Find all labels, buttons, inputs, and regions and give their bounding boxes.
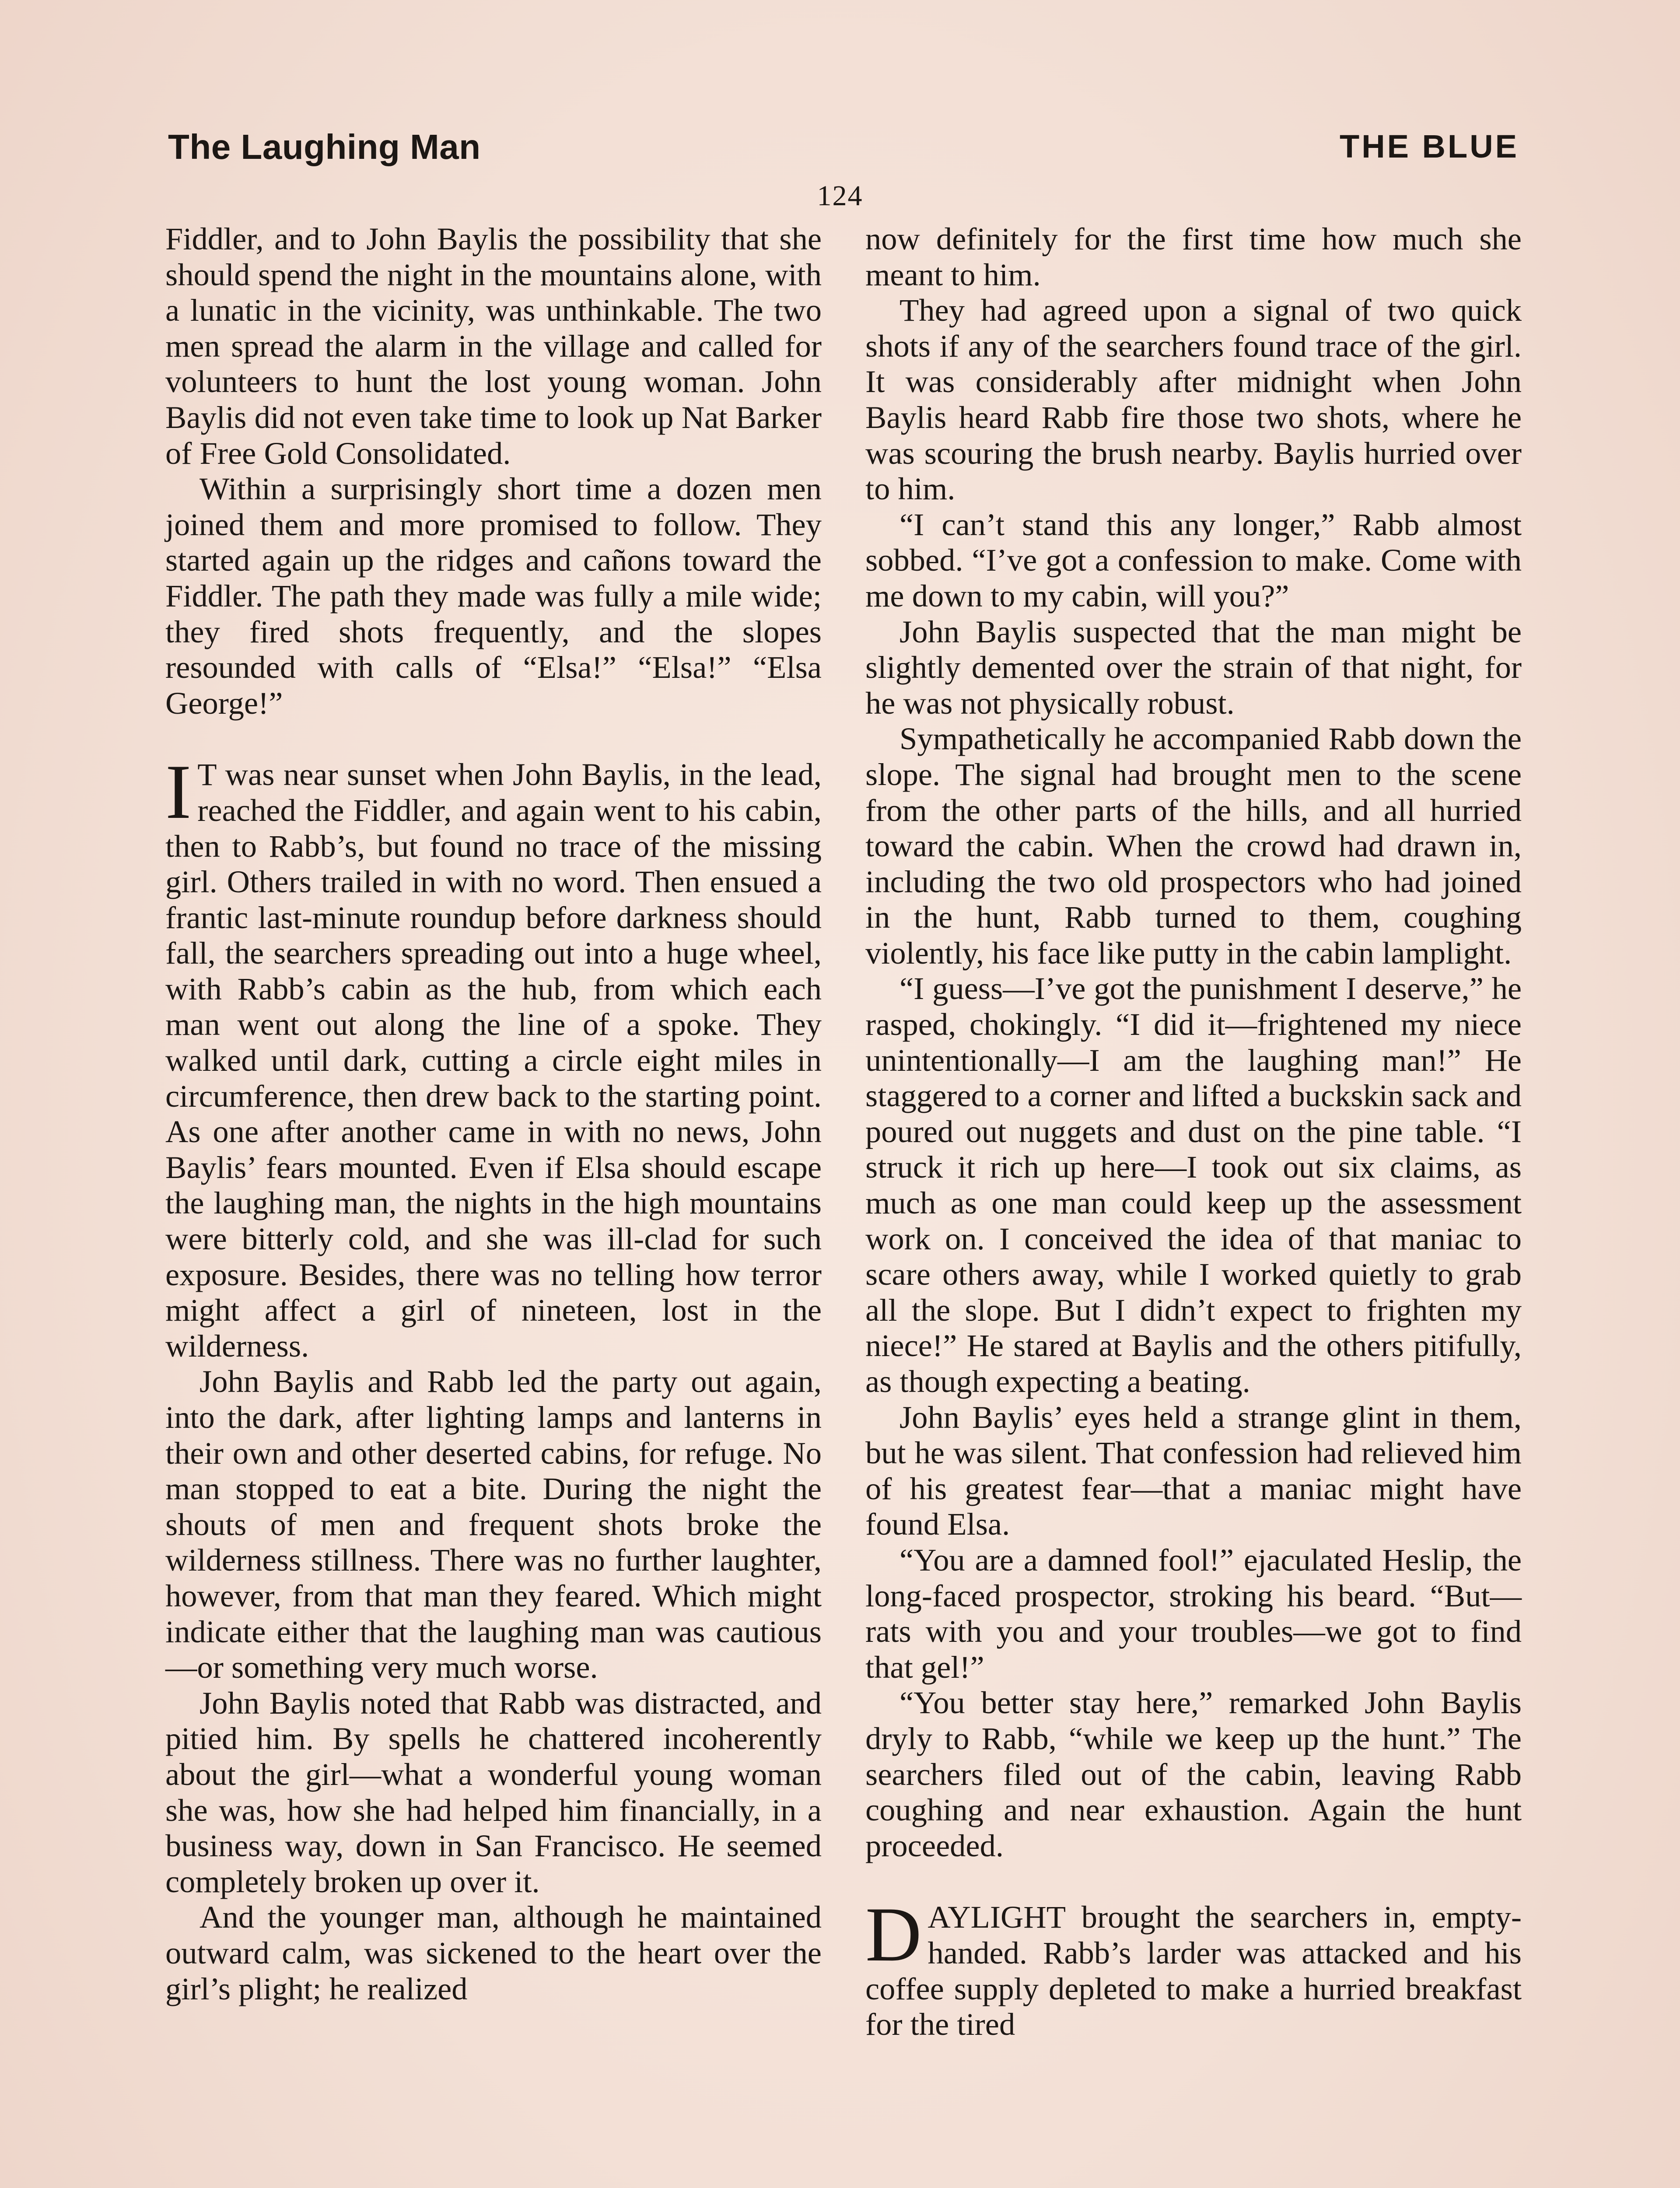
story-title: The Laughing Man: [168, 127, 481, 166]
paragraph-text: brought the searchers in, empty-handed. Rabb’s larder was attacked and his coffee supply depleted to make a hurried breakfast for the tired: [865, 1899, 1522, 2042]
page-number: 124: [817, 180, 863, 212]
right-column: [865, 221, 1522, 2188]
paragraph: They had agreed upon a signal of two quick shots if any of the searchers found trace of the girl. It was considerably after midnight when John Baylis heard Rabb fire those two shots, where he was scouring the brush nearby. Baylis hurried over to him.: [865, 292, 1522, 507]
drop-cap: D: [865, 1891, 922, 1978]
paragraph: now definitely for the first time how much she meant to him.: [865, 221, 1522, 292]
drop-cap: I: [165, 748, 192, 835]
lead-in: T: [197, 757, 217, 792]
section-opening-paragraph: [865, 1891, 1522, 2042]
paragraph: John Baylis suspected that the man might be slightly demented over the strain of that night, for he was not physically robust.: [865, 614, 1522, 721]
paragraph: “I guess—I’ve got the punishment I deserve,” he rasped, chokingly. “I did it—frightened my niece unintentionally—I am the laughing man!” He staggered to a corner and lifted a buckskin sack and poured out nuggets and dust on the pine table. “I struck it rich up here—I took out six claims, as much as one man could keep up the assessment work on. I conceived the idea of that maniac to scare others away, while I worked quietly to grab all the slope. But I didn’t expect to frighten my niece!” He stared at Baylis and the others pitifully, as though expecting a beating.: [865, 971, 1522, 1399]
article-body: [165, 221, 1522, 2188]
section-opening-paragraph: [165, 748, 822, 1364]
paragraph: John Baylis and Rabb led the party out again, into the dark, after lighting lamps and lanterns in their own and other deserted cabins, for refuge. No man stopped to eat a bite. During the night the shouts of men and frequent shots broke the wilderness stillness. There was no further laughter, however, from that man they feared. Which might indicate either that the laughing man was cautious—or something very much worse.: [165, 1364, 822, 1685]
left-column: [165, 221, 822, 2188]
magazine-title: THE BLUE: [1340, 128, 1519, 165]
running-header: [168, 127, 1519, 175]
paragraph: John Baylis’ eyes held a strange glint in them, but he was silent. That confession had relieved him of his greatest fear—that a maniac might have found Elsa.: [865, 1399, 1522, 1542]
paragraph-text: was near sunset when John Baylis, in the lead, reached the Fiddler, and again went to his cabin, then to Rabb’s, but found no trace of the missing girl. Others trailed in with no word. Then ensued a frantic last-minute roundup before darkness should fall, the searchers spreading out into a huge wheel, with Rabb’s cabin as the hub, from which each man went out along the line of a spoke. They walked until dark, cutting a circle eight miles in circumference, then drew back to the starting point. As one after another came in with no news, John Baylis’ fears mounted. Even if Elsa should escape the laughing man, the nights in the high mountains were bitterly cold, and she was ill-clad for such exposure. Besides, there was no telling how terror might affect a girl of nineteen, lost in the wilderness.: [165, 757, 822, 1364]
lead-in: AYLIGHT: [928, 1899, 1066, 1935]
paragraph: Sympathetically he accompanied Rabb down the slope. The signal had brought men to the scene from the other parts of the hills, and all hurried toward the cabin. When the crowd had drawn in, including the two old prospectors who had joined in the hunt, Rabb turned to them, coughing violently, his face like putty in the cabin lamplight.: [865, 721, 1522, 971]
paragraph: John Baylis noted that Rabb was distracted, and pitied him. By spells he chattered incoherently about the girl—what a wonderful young woman she was, how she had helped him financially, in a business way, down in San Francisco. He seemed completely broken up over it.: [165, 1685, 822, 1899]
paragraph: Within a surprisingly short time a dozen men joined them and more promised to follow. They started again up the ridges and cañons toward the Fiddler. The path they made was fully a mile wide; they fired shots frequently, and the slopes resounded with calls of “Elsa!” “Elsa!” “Elsa George!”: [165, 471, 822, 721]
paragraph: “You are a damned fool!” ejaculated Heslip, the long-faced prospector, stroking his beard. “But—rats with you and your troubles—we got to find that gel!”: [865, 1542, 1522, 1685]
paragraph: “I can’t stand this any longer,” Rabb almost sobbed. “I’ve got a confession to make. Come with me down to my cabin, will you?”: [865, 506, 1522, 614]
paragraph: “You better stay here,” remarked John Baylis dryly to Rabb, “while we keep up the hunt.” The searchers filed out of the cabin, leaving Rabb coughing and near exhaustion. Again the hunt proceeded.: [865, 1685, 1522, 1863]
paragraph: Fiddler, and to John Baylis the possibility that she should spend the night in the mountains alone, with a lunatic in the vicinity, was unthinkable. The two men spread the alarm in the village and called for volunteers to hunt the lost young woman. John Baylis did not even take time to look up Nat Barker of Free Gold Consolidated.: [165, 221, 822, 471]
paragraph: And the younger man, although he maintained outward calm, was sickened to the heart over the girl’s plight; he realized: [165, 1899, 822, 2006]
